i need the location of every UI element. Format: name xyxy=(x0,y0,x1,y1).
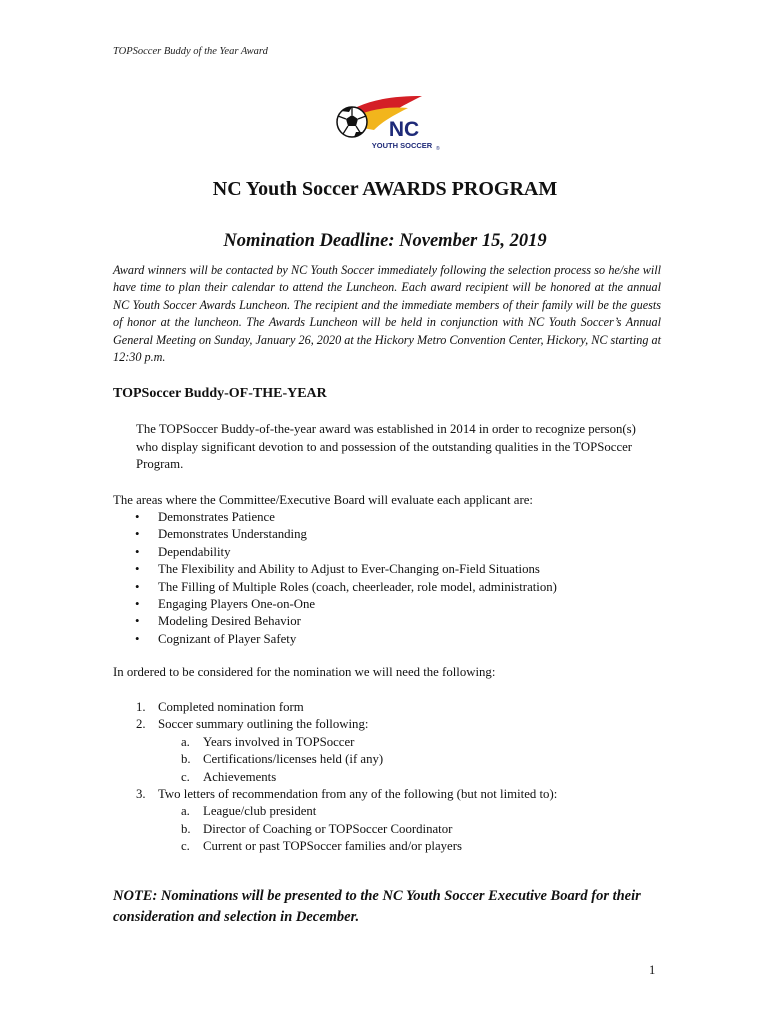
evaluation-area-text: Modeling Desired Behavior xyxy=(158,614,301,629)
subitem-letter: c. xyxy=(181,839,190,854)
bullet-icon: • xyxy=(135,544,140,559)
subitem-text: Current or past TOPSoccer families and/or players xyxy=(203,839,462,854)
bullet-icon: • xyxy=(135,631,140,646)
requirement-number: 1. xyxy=(136,700,146,714)
bullet-icon: • xyxy=(135,510,140,524)
evaluation-areas-list xyxy=(113,509,557,648)
requirements-intro: In ordered to be considered for the nomination we will need the following: xyxy=(113,665,496,679)
running-header: TOPSoccer Buddy of the Year Award xyxy=(113,46,268,57)
subitem-letter: b. xyxy=(181,752,191,767)
requirement-number: 2. xyxy=(136,717,146,732)
requirement-number: 3. xyxy=(136,786,146,801)
evaluation-area-item xyxy=(113,561,557,578)
evaluation-area-text: Dependability xyxy=(158,544,231,559)
section-title: TOPSoccer Buddy-OF-THE-YEAR xyxy=(113,386,327,401)
logo-initials: NC xyxy=(388,118,420,141)
nc-youth-soccer-logo xyxy=(330,90,442,152)
evaluation-area-text: The Filling of Multiple Roles (coach, cheerleader, role model, administration) xyxy=(158,579,557,594)
evaluation-area-text: Demonstrates Patience xyxy=(158,510,275,524)
nomination-deadline: Nomination Deadline: November 15, 2019 xyxy=(223,231,547,251)
subitem-text: League/club president xyxy=(203,804,317,819)
logo-caption: YOUTH SOCCER xyxy=(371,141,433,150)
page-number: 1 xyxy=(649,963,656,977)
bullet-icon: • xyxy=(135,597,140,612)
evaluation-area-item xyxy=(113,544,557,561)
evaluation-areas-intro: The areas where the Committee/Executive Board will evaluate each applicant are: xyxy=(113,493,533,507)
logo-registered-mark: ® xyxy=(436,146,440,152)
logo-graphic xyxy=(330,90,442,152)
subitem-text: Director of Coaching or TOPSoccer Coordinator xyxy=(203,821,453,836)
evaluation-area-item xyxy=(113,613,557,630)
evaluation-area-text: Demonstrates Understanding xyxy=(158,527,307,542)
evaluation-area-text: Engaging Players One-on-One xyxy=(158,597,316,612)
page-title: NC Youth Soccer AWARDS PROGRAM xyxy=(212,178,558,200)
subitem-letter: a. xyxy=(181,734,190,749)
subitem-letter: b. xyxy=(181,821,191,836)
bullet-icon: • xyxy=(135,614,140,629)
subitem-text: Years involved in TOPSoccer xyxy=(203,734,355,749)
evaluation-area-item xyxy=(113,509,557,526)
evaluation-area-item xyxy=(113,579,557,596)
bullet-icon: • xyxy=(135,527,140,542)
evaluation-area-text: Cognizant of Player Safety xyxy=(158,631,297,646)
evaluation-area-item xyxy=(113,596,557,613)
subitem-text: Achievements xyxy=(203,769,277,784)
evaluation-area-item xyxy=(113,526,557,543)
note-paragraph: NOTE: Nominations will be presented to the NC Youth Soccer Executive Board for their consideration and selection in December. xyxy=(113,888,641,925)
bullet-icon: • xyxy=(135,579,140,594)
requirement-text: Completed nomination form xyxy=(158,700,304,714)
requirement-text: Two letters of recommendation from any of the following (but not limited to): xyxy=(158,786,558,801)
evaluation-area-text: The Flexibility and Ability to Adjust to Ever-Changing on-Field Situations xyxy=(158,562,540,577)
subitem-letter: a. xyxy=(181,804,190,819)
award-description: The TOPSoccer Buddy-of-the-year award was established in 2014 in order to recognize person(s) who display significant devotion to and possession of the outstanding qualities in the TOPSoccer Program. xyxy=(136,422,636,472)
bullet-icon: • xyxy=(135,562,140,577)
subitem-letter: c. xyxy=(181,769,190,784)
evaluation-area-item xyxy=(113,631,557,648)
requirement-text: Soccer summary outlining the following: xyxy=(158,717,369,732)
subitem-text: Certifications/licenses held (if any) xyxy=(203,752,384,767)
intro-paragraph: Award winners will be contacted by NC Youth Soccer immediately following the selection process so he/she will have time to plan their calendar to attend the Luncheon. Each award recipient will be honored at the annual NC Youth Soccer Awards Luncheon. The recipient and the immediate members of their family will be the guests of honor at the luncheon. The Awards Luncheon will be held in conjunction with NC Youth Soccer’s Annual General Meeting on Sunday, January 26, 2020 at the Hickory Metro Convention Center, Hickory, NC starting at 12:30 p.m. xyxy=(113,263,661,365)
